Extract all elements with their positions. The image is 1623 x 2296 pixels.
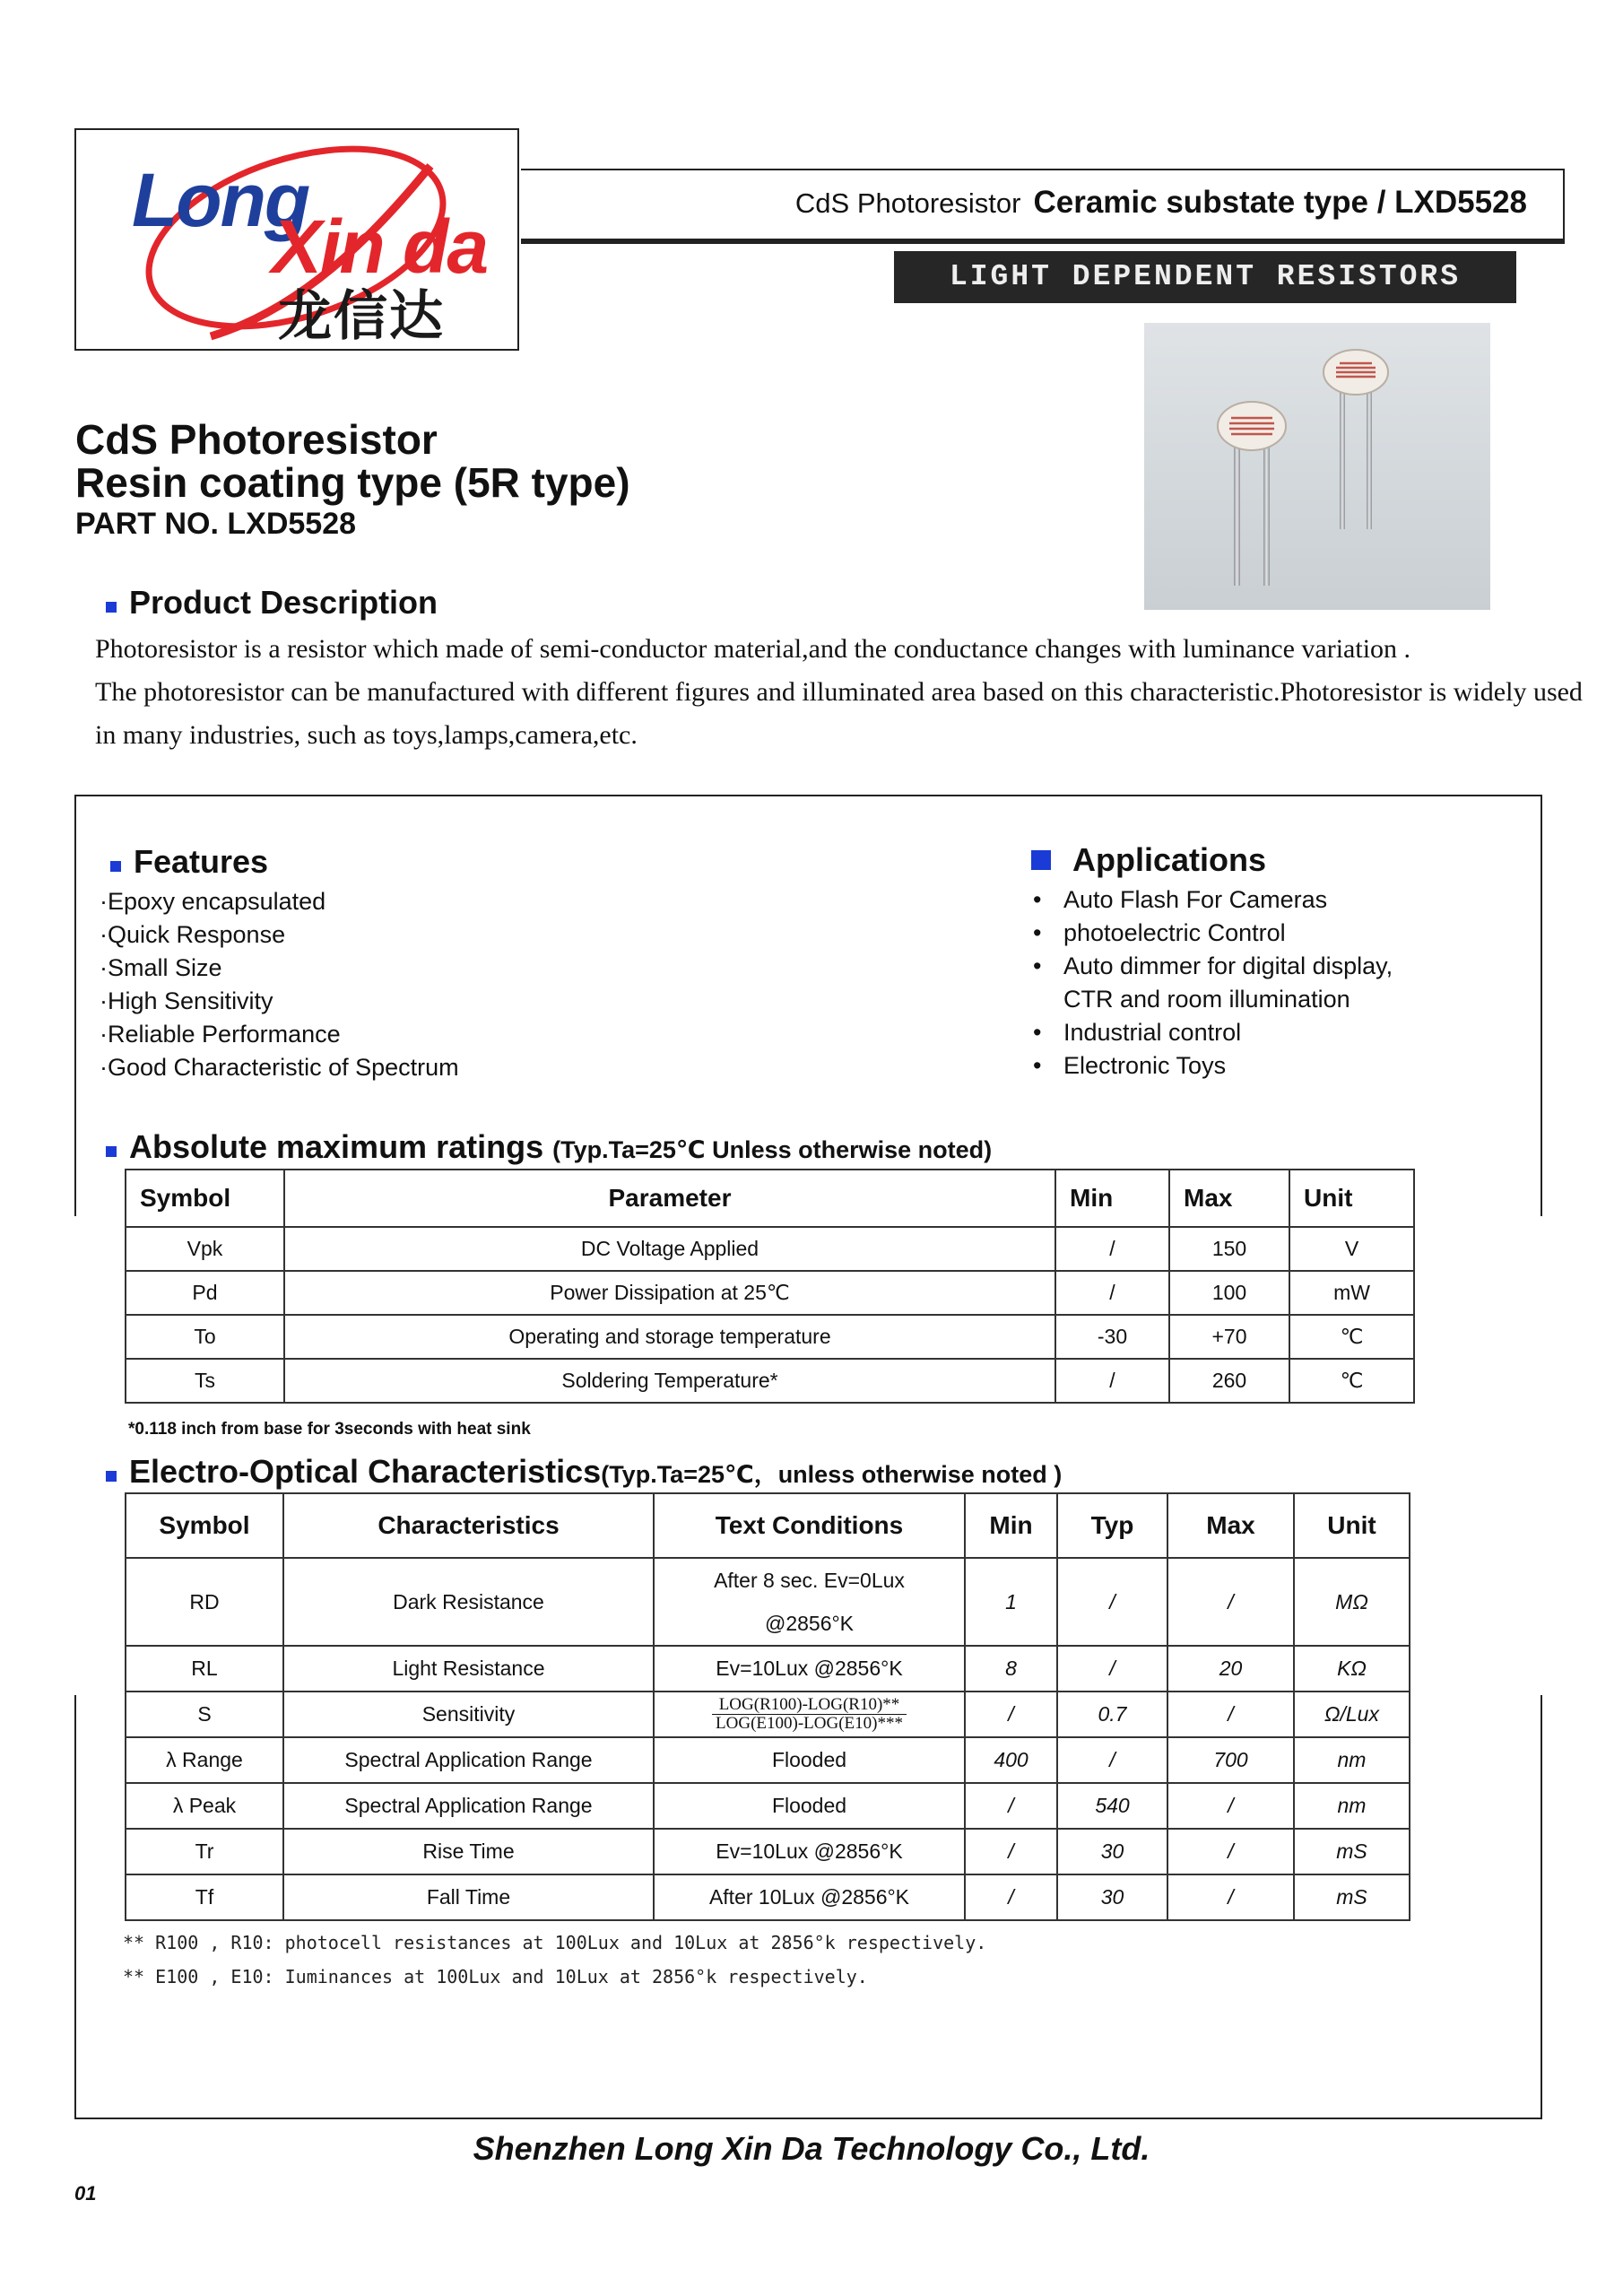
header-title-bar	[521, 169, 1565, 244]
applications-heading-text: Applications	[1072, 841, 1267, 878]
electro-optical-note: (Typ.Ta=25℃，unless otherwise noted )	[601, 1461, 1063, 1488]
part-number: PART NO. LXD5528	[75, 507, 357, 541]
table-cell: /	[1055, 1359, 1169, 1403]
table-cell: Tf	[126, 1874, 283, 1920]
table-cell: Spectral Application Range	[283, 1783, 654, 1829]
column-header: Typ	[1057, 1493, 1167, 1558]
absolute-max-ratings-heading-text: Absolute maximum ratings	[129, 1128, 544, 1165]
absolute-max-ratings-heading	[106, 1128, 992, 1166]
feature-item: ·Quick Response	[100, 921, 286, 948]
column-header: Text Conditions	[654, 1493, 965, 1558]
table-cell: Soldering Temperature*	[284, 1359, 1055, 1403]
table-cell: nm	[1294, 1783, 1410, 1829]
table-cell: Spectral Application Range	[283, 1737, 654, 1783]
page-number: 01	[74, 2182, 97, 2205]
table-cell: Dark Resistance	[283, 1558, 654, 1646]
table-cell: RD	[126, 1558, 283, 1646]
application-item-text: Electronic Toys	[1063, 1052, 1227, 1079]
table-cell: /	[1057, 1737, 1167, 1783]
table-cell: 700	[1167, 1737, 1294, 1783]
application-item	[1029, 1049, 1393, 1083]
header-title	[795, 185, 1527, 221]
table-cell: RL	[126, 1646, 283, 1692]
table-cell: /	[1167, 1692, 1294, 1737]
bullet-dot-icon: •	[1033, 919, 1042, 946]
frame-border-left	[74, 1695, 76, 2118]
table-row	[126, 1271, 1414, 1315]
table-cell: /	[965, 1829, 1057, 1874]
application-item-text: Auto Flash For Cameras	[1063, 886, 1328, 913]
features-heading-text: Features	[134, 843, 269, 880]
table-row	[126, 1558, 1410, 1646]
column-header: Unit	[1294, 1493, 1410, 1558]
table-cell: /	[1057, 1558, 1167, 1646]
application-item-text: Industrial control	[1063, 1019, 1242, 1046]
table-header-row	[126, 1170, 1414, 1227]
table-cell: To	[126, 1315, 284, 1359]
frame-border-right	[1541, 795, 1542, 1216]
table-row	[126, 1692, 1410, 1737]
table-row	[126, 1227, 1414, 1271]
table-row	[126, 1315, 1414, 1359]
table-cell: nm	[1294, 1737, 1410, 1783]
table-cell: Power Dissipation at 25℃	[284, 1271, 1055, 1315]
table-row	[126, 1829, 1410, 1874]
table-cell: /	[1167, 1874, 1294, 1920]
application-item	[1029, 950, 1393, 983]
logo-word-xinda: Xin da	[272, 204, 488, 289]
product-title-line1: CdS Photoresistor	[75, 416, 438, 463]
column-header: Max	[1169, 1170, 1289, 1227]
application-item	[1029, 883, 1393, 917]
table-cell: 20	[1167, 1646, 1294, 1692]
formula-denominator: LOG(E100)-LOG(E10)***	[716, 1713, 903, 1733]
table-cell: /	[1167, 1558, 1294, 1646]
formula-numerator: LOG(R100)-LOG(R10)**	[712, 1696, 907, 1715]
frame-border-bottom	[74, 2118, 1542, 2119]
company-logo	[74, 128, 519, 351]
table-cell: Ev=10Lux @2856°K	[654, 1829, 965, 1874]
frame-border-right	[1541, 1695, 1542, 2118]
electro-optical-heading-text: Electro-Optical Characteristics	[129, 1453, 602, 1490]
table-row	[126, 1874, 1410, 1920]
table-cell: MΩ	[1294, 1558, 1410, 1646]
table-cell: Vpk	[126, 1227, 284, 1271]
table-cell: Rise Time	[283, 1829, 654, 1874]
table-cell: /	[1167, 1783, 1294, 1829]
header-main: Ceramic substate type / LXD5528	[1033, 185, 1527, 220]
bullet-square-icon	[110, 861, 121, 872]
applications-list	[1029, 883, 1393, 1083]
absolute-max-ratings-note: (Typ.Ta=25℃ Unless otherwise noted)	[552, 1136, 993, 1163]
table-cell: mS	[1294, 1874, 1410, 1920]
table-cell: +70	[1169, 1315, 1289, 1359]
table-cell: /	[1057, 1646, 1167, 1692]
table-cell: 260	[1169, 1359, 1289, 1403]
table-cell: /	[965, 1783, 1057, 1829]
product-description-paragraph: Photoresistor is a resistor which made of semi-conductor material,and the conductance changes with luminance variation .	[95, 634, 1411, 664]
table-cell: /	[1167, 1829, 1294, 1874]
column-header: Characteristics	[283, 1493, 654, 1558]
application-item-text: photoelectric Control	[1063, 919, 1286, 946]
table-cell: /	[1055, 1271, 1169, 1315]
table-cell: /	[965, 1874, 1057, 1920]
features-list	[100, 885, 459, 1084]
electro-optical-note-line: ** E100 , E10: Iuminances at 100Lux and 10Lux at 2856°k respectively.	[123, 1966, 868, 1987]
table-cell: Ev=10Lux @2856°K	[654, 1646, 965, 1692]
table-cell: λ Peak	[126, 1783, 283, 1829]
column-header: Min	[1055, 1170, 1169, 1227]
feature-item: ·Good Characteristic of Spectrum	[100, 1054, 459, 1081]
feature-item: ·Small Size	[100, 954, 222, 981]
table-cell: ℃	[1289, 1315, 1414, 1359]
header-prefix: CdS Photoresistor	[794, 187, 1021, 219]
bullet-dot-icon: •	[1033, 1052, 1042, 1079]
table-cell: 100	[1169, 1271, 1289, 1315]
table-cell: Tr	[126, 1829, 283, 1874]
bullet-dot-icon: •	[1033, 952, 1042, 979]
feature-item: ·High Sensitivity	[100, 987, 273, 1014]
table-cell: 540	[1057, 1783, 1167, 1829]
table-header-row	[126, 1493, 1410, 1558]
frame-border-left	[74, 795, 76, 1216]
table-cell: 30	[1057, 1874, 1167, 1920]
table-cell: λ Range	[126, 1737, 283, 1783]
bullet-dot-icon: •	[1033, 886, 1042, 913]
table-cell: 30	[1057, 1829, 1167, 1874]
column-header: Parameter	[284, 1170, 1055, 1227]
product-photo	[1144, 323, 1490, 610]
table-cell: DC Voltage Applied	[284, 1227, 1055, 1271]
table-row	[126, 1783, 1410, 1829]
electro-optical-note-line: ** R100 , R10: photocell resistances at 100Lux and 10Lux at 2856°k respectively.	[123, 1932, 987, 1953]
table-cell: 150	[1169, 1227, 1289, 1271]
table-cell: mW	[1289, 1271, 1414, 1315]
applications-heading	[1031, 841, 1266, 879]
absolute-max-ratings-footnote: *0.118 inch from base for 3seconds with heat sink	[128, 1420, 531, 1439]
ldr-banner: LIGHT DEPENDENT RESISTORS	[894, 251, 1516, 303]
table-row	[126, 1359, 1414, 1403]
product-title-line2: Resin coating type (5R type)	[75, 459, 630, 506]
frame-border-top	[74, 795, 1542, 796]
table-cell	[654, 1692, 965, 1737]
application-item	[1029, 1016, 1393, 1049]
column-header: Unit	[1289, 1170, 1414, 1227]
application-item	[1029, 917, 1393, 950]
condition-line: @2856°K	[764, 1612, 855, 1635]
table-cell: -30	[1055, 1315, 1169, 1359]
product-description-body	[95, 628, 1584, 757]
table-cell: 1	[965, 1558, 1057, 1646]
condition-line: After 8 sec. Ev=0Lux	[714, 1569, 905, 1592]
column-header: Symbol	[126, 1170, 284, 1227]
bullet-dot-icon: •	[1033, 1019, 1042, 1046]
table-cell: ℃	[1289, 1359, 1414, 1403]
sensitivity-formula	[712, 1696, 907, 1733]
table-cell	[654, 1558, 965, 1646]
absolute-max-ratings-table	[125, 1169, 1415, 1404]
table-cell: Sensitivity	[283, 1692, 654, 1737]
table-cell: 0.7	[1057, 1692, 1167, 1737]
table-cell: Light Resistance	[283, 1646, 654, 1692]
footer-company-name: Shenzhen Long Xin Da Technology Co., Ltd.	[473, 2130, 1150, 2167]
column-header: Min	[965, 1493, 1057, 1558]
table-row	[126, 1646, 1410, 1692]
table-cell: Ω/Lux	[1294, 1692, 1410, 1737]
logo-word-long: Long	[132, 158, 309, 242]
table-cell: KΩ	[1294, 1646, 1410, 1692]
table-cell: /	[1055, 1227, 1169, 1271]
table-cell: Operating and storage temperature	[284, 1315, 1055, 1359]
application-item-text: Auto dimmer for digital display,	[1063, 952, 1393, 979]
table-row	[126, 1737, 1410, 1783]
table-cell: Pd	[126, 1271, 284, 1315]
product-description-heading-text: Product Description	[129, 584, 438, 621]
feature-item: ·Epoxy encapsulated	[100, 888, 326, 915]
table-cell: Flooded	[654, 1737, 965, 1783]
table-cell: /	[965, 1692, 1057, 1737]
bullet-square-icon	[106, 1471, 117, 1482]
electro-optical-heading	[106, 1453, 1062, 1491]
electro-optical-notes	[123, 1926, 986, 1994]
column-header: Symbol	[126, 1493, 283, 1558]
table-cell: After 10Lux @2856°K	[654, 1874, 965, 1920]
table-cell: Ts	[126, 1359, 284, 1403]
product-description-paragraph: The photoresistor can be manufactured with different figures and illuminated area based on this characteristic.Photoresistor is widely used in many industries, such as toys,lamps,camera,etc.	[95, 677, 1583, 750]
features-heading	[110, 843, 268, 881]
bullet-square-icon	[106, 602, 117, 613]
electro-optical-table	[125, 1492, 1410, 1921]
bullet-square-icon	[1031, 850, 1051, 870]
table-cell: Flooded	[654, 1783, 965, 1829]
product-description-heading	[106, 584, 438, 622]
table-cell: mS	[1294, 1829, 1410, 1874]
column-header: Max	[1167, 1493, 1294, 1558]
table-cell: 8	[965, 1646, 1057, 1692]
feature-item: ·Reliable Performance	[100, 1021, 341, 1048]
table-cell: S	[126, 1692, 283, 1737]
logo-chinese-name: 龙信达	[278, 286, 445, 346]
table-cell: V	[1289, 1227, 1414, 1271]
application-item-continuation: CTR and room illumination	[1063, 986, 1350, 1013]
table-cell: 400	[965, 1737, 1057, 1783]
bullet-square-icon	[106, 1146, 117, 1157]
table-cell: Fall Time	[283, 1874, 654, 1920]
